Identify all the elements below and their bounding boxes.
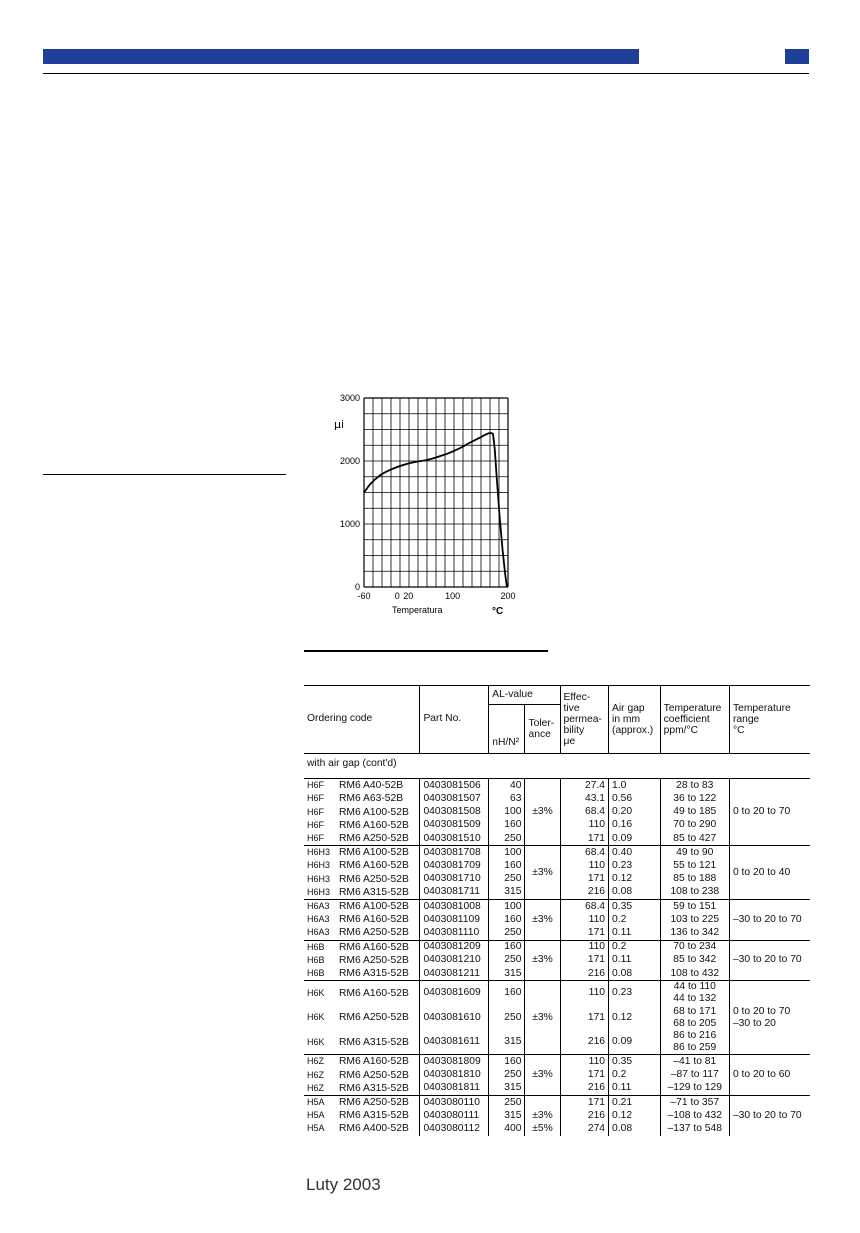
header-permeability: Effec- tive permea- bility μe bbox=[560, 686, 609, 754]
effective-permeability: 110 bbox=[560, 981, 609, 1006]
table-row bbox=[304, 779, 810, 793]
al-value: 250 bbox=[489, 1006, 525, 1030]
ordering-code-cell bbox=[304, 1006, 420, 1030]
temperature-coefficient: 136 to 342 bbox=[660, 926, 729, 940]
al-value: 250 bbox=[489, 926, 525, 940]
core-type: RM6 A315-52B bbox=[339, 1110, 409, 1122]
core-type: RM6 A160-52B bbox=[339, 914, 409, 926]
air-gap: 0.20 bbox=[609, 806, 661, 819]
part-number: 0403081711 bbox=[420, 886, 489, 900]
table-row bbox=[304, 1096, 810, 1110]
material-code: H6A3 bbox=[307, 927, 330, 938]
effective-permeability: 68.4 bbox=[560, 806, 609, 819]
tolerance: ±3% bbox=[525, 900, 560, 941]
effective-permeability: 216 bbox=[560, 1082, 609, 1096]
ordering-code-cell bbox=[304, 819, 420, 832]
material-code: H6K bbox=[307, 987, 325, 998]
ordering-code-cell bbox=[304, 1122, 420, 1135]
core-type: RM6 A250-52B bbox=[339, 1069, 409, 1081]
ordering-code-cell bbox=[304, 900, 420, 914]
part-number: 0403081809 bbox=[420, 1055, 489, 1069]
material-code: H5A bbox=[307, 1097, 325, 1108]
temperature-coefficient: 85 to 427 bbox=[660, 832, 729, 846]
table-row bbox=[304, 900, 810, 914]
core-type: RM6 A250-52B bbox=[339, 927, 409, 939]
core-type: RM6 A160-52B bbox=[339, 860, 409, 872]
al-value: 160 bbox=[489, 1055, 525, 1069]
air-gap: 0.56 bbox=[609, 792, 661, 805]
temperature-range: –30 to 20 to 70 bbox=[729, 1096, 810, 1136]
part-number: 0403081211 bbox=[420, 967, 489, 981]
x-tick-label: 200 bbox=[500, 591, 516, 601]
ordering-code-cell bbox=[304, 967, 420, 981]
tolerance: ±3% bbox=[525, 981, 560, 1055]
part-number: 0403081508 bbox=[420, 806, 489, 819]
ordering-code-cell bbox=[304, 1055, 420, 1069]
ordering-code-cell bbox=[304, 1109, 420, 1122]
temperature-coefficient: 85 to 342 bbox=[660, 954, 729, 967]
tolerance: ±3% bbox=[525, 1055, 560, 1096]
al-value: 40 bbox=[489, 779, 525, 793]
core-type: RM6 A315-52B bbox=[339, 1036, 409, 1048]
temperature-coefficient: 36 to 122 bbox=[660, 792, 729, 805]
header-page-marker bbox=[785, 49, 809, 64]
material-code: H6H3 bbox=[307, 847, 331, 858]
effective-permeability: 171 bbox=[560, 1069, 609, 1082]
temperature-coefficient: –71 to 357 bbox=[660, 1096, 729, 1110]
temperature-coefficient: 85 to 188 bbox=[660, 873, 729, 886]
temperature-coefficient: –41 to 81 bbox=[660, 1055, 729, 1069]
left-column-rule bbox=[43, 474, 286, 475]
temperature-coefficient: 55 to 121 bbox=[660, 859, 729, 872]
core-type: RM6 A160-52B bbox=[339, 1056, 409, 1068]
ordering-code-cell bbox=[304, 859, 420, 872]
air-gap: 0.23 bbox=[609, 981, 661, 1006]
ordering-code-cell bbox=[304, 846, 420, 860]
air-gap: 0.23 bbox=[609, 859, 661, 872]
temperature-coefficient: 28 to 83 bbox=[660, 779, 729, 793]
x-tick-label: 100 bbox=[445, 591, 461, 601]
part-number: 0403080111 bbox=[420, 1109, 489, 1122]
ordering-table bbox=[304, 685, 810, 1136]
al-value: 160 bbox=[489, 981, 525, 1006]
ordering-code-cell bbox=[304, 1069, 420, 1082]
material-code: H6F bbox=[307, 833, 325, 844]
tolerance: ±3% bbox=[525, 779, 560, 846]
table-title-rule bbox=[304, 650, 548, 652]
material-code: H6H3 bbox=[307, 886, 331, 897]
header-nh: nH/N² bbox=[489, 705, 525, 754]
effective-permeability: 171 bbox=[560, 832, 609, 846]
core-type: RM6 A315-52B bbox=[339, 968, 409, 980]
effective-permeability: 43.1 bbox=[560, 792, 609, 805]
effective-permeability: 110 bbox=[560, 819, 609, 832]
part-number: 0403081609 bbox=[420, 981, 489, 1006]
temperature-range: 0 to 20 to 60 bbox=[729, 1055, 810, 1096]
air-gap: 0.08 bbox=[609, 886, 661, 900]
effective-permeability: 274 bbox=[560, 1122, 609, 1135]
part-number: 0403081209 bbox=[420, 940, 489, 954]
core-type: RM6 A250-52B bbox=[339, 833, 409, 845]
x-axis-label: Temperatura bbox=[392, 605, 443, 615]
effective-permeability: 171 bbox=[560, 954, 609, 967]
temperature-coefficient: 108 to 238 bbox=[660, 886, 729, 900]
ordering-code-cell bbox=[304, 926, 420, 940]
temperature-coefficient: –87 to 117 bbox=[660, 1069, 729, 1082]
table-row bbox=[304, 1055, 810, 1069]
core-type: RM6 A160-52B bbox=[339, 941, 409, 953]
core-type: RM6 A160-52B bbox=[339, 819, 409, 831]
al-value: 315 bbox=[489, 886, 525, 900]
effective-permeability: 110 bbox=[560, 859, 609, 872]
header-temp-coefficient: Temperature coefficient ppm/°C bbox=[660, 686, 729, 754]
temperature-coefficient: –129 to 129 bbox=[660, 1082, 729, 1096]
part-number: 0403081611 bbox=[420, 1030, 489, 1055]
al-value: 160 bbox=[489, 913, 525, 926]
temperature-coefficient: 44 to 110 44 to 132 bbox=[660, 981, 729, 1006]
effective-permeability: 171 bbox=[560, 926, 609, 940]
part-number: 0403081510 bbox=[420, 832, 489, 846]
header-rule bbox=[43, 73, 809, 74]
permeability-curve bbox=[364, 433, 507, 587]
effective-permeability: 171 bbox=[560, 1006, 609, 1030]
tolerance bbox=[525, 1096, 560, 1110]
footer-date: Luty 2003 bbox=[306, 1175, 381, 1194]
temperature-coefficient: –108 to 432 bbox=[660, 1109, 729, 1122]
material-code: H6K bbox=[307, 1036, 325, 1047]
effective-permeability: 110 bbox=[560, 913, 609, 926]
material-code: H5A bbox=[307, 1110, 325, 1121]
effective-permeability: 171 bbox=[560, 1096, 609, 1110]
permeability-chart-svg bbox=[330, 390, 530, 620]
al-value: 63 bbox=[489, 792, 525, 805]
core-type: RM6 A315-52B bbox=[339, 1082, 409, 1094]
air-gap: 0.21 bbox=[609, 1096, 661, 1110]
y-tick-label: 0 bbox=[354, 582, 360, 592]
part-number: 0403081507 bbox=[420, 792, 489, 805]
temperature-range: 0 to 20 to 70 bbox=[729, 779, 810, 846]
air-gap: 0.08 bbox=[609, 1122, 661, 1135]
ordering-code-cell bbox=[304, 806, 420, 819]
x-axis-unit: °C bbox=[492, 606, 504, 617]
al-value: 100 bbox=[489, 846, 525, 860]
al-value: 100 bbox=[489, 900, 525, 914]
material-code: H5A bbox=[307, 1123, 325, 1134]
core-type: RM6 A250-52B bbox=[339, 1097, 409, 1109]
header-ordering-code: Ordering code bbox=[304, 686, 420, 754]
effective-permeability: 27.4 bbox=[560, 779, 609, 793]
temperature-coefficient: 70 to 290 bbox=[660, 819, 729, 832]
al-value: 250 bbox=[489, 954, 525, 967]
air-gap: 0.09 bbox=[609, 1030, 661, 1055]
air-gap: 0.12 bbox=[609, 873, 661, 886]
air-gap: 0.12 bbox=[609, 1006, 661, 1030]
effective-permeability: 216 bbox=[560, 1030, 609, 1055]
material-code: H6A3 bbox=[307, 914, 330, 925]
x-tick-label: -60 bbox=[357, 591, 371, 601]
material-code: H6H3 bbox=[307, 873, 331, 884]
material-code: H6Z bbox=[307, 1082, 325, 1093]
ordering-code-cell bbox=[304, 779, 420, 793]
temperature-range: –30 to 20 to 70 bbox=[729, 900, 810, 941]
material-code: H6F bbox=[307, 806, 325, 817]
header-al-value: AL-value bbox=[489, 686, 560, 705]
ordering-code-cell bbox=[304, 954, 420, 967]
air-gap: 0.35 bbox=[609, 1055, 661, 1069]
material-code: H6F bbox=[307, 793, 325, 804]
part-number: 0403080110 bbox=[420, 1096, 489, 1110]
ordering-code-cell bbox=[304, 913, 420, 926]
table-body bbox=[304, 754, 810, 1136]
air-gap: 0.2 bbox=[609, 1069, 661, 1082]
core-type: RM6 A250-52B bbox=[339, 954, 409, 966]
material-code: H6Z bbox=[307, 1069, 325, 1080]
temperature-coefficient: 70 to 234 bbox=[660, 940, 729, 954]
temperature-coefficient: 49 to 185 bbox=[660, 806, 729, 819]
permeability-chart bbox=[330, 390, 530, 620]
material-code: H6B bbox=[307, 954, 325, 965]
header-temp-range: Temperature range °C bbox=[729, 686, 810, 754]
part-number: 0403081008 bbox=[420, 900, 489, 914]
air-gap: 0.16 bbox=[609, 819, 661, 832]
part-number: 0403080112 bbox=[420, 1122, 489, 1135]
core-type: RM6 A63-52B bbox=[339, 793, 404, 805]
tolerance: ±3% bbox=[525, 846, 560, 900]
temperature-range: 0 to 20 to 40 bbox=[729, 846, 810, 900]
core-type: RM6 A250-52B bbox=[339, 1012, 409, 1024]
al-value: 250 bbox=[489, 1069, 525, 1082]
section-label: with air gap (cont'd) bbox=[307, 758, 397, 769]
air-gap: 0.2 bbox=[609, 913, 661, 926]
ordering-code-cell bbox=[304, 873, 420, 886]
temperature-coefficient: 59 to 151 bbox=[660, 900, 729, 914]
material-code: H6B bbox=[307, 941, 325, 952]
al-value: 315 bbox=[489, 1109, 525, 1122]
table-row bbox=[304, 940, 810, 954]
part-number: 0403081709 bbox=[420, 859, 489, 872]
y-axis-label: μi bbox=[334, 418, 345, 431]
air-gap: 0.11 bbox=[609, 926, 661, 940]
ordering-code-cell bbox=[304, 981, 420, 1006]
air-gap: 1.0 bbox=[609, 779, 661, 793]
y-tick-label: 3000 bbox=[339, 393, 360, 403]
core-type: RM6 A100-52B bbox=[339, 901, 409, 913]
header-tolerance: Toler- ance bbox=[525, 705, 560, 754]
tolerance: ±3% bbox=[525, 1109, 560, 1122]
part-number: 0403081506 bbox=[420, 779, 489, 793]
temperature-coefficient: 108 to 432 bbox=[660, 967, 729, 981]
al-value: 315 bbox=[489, 967, 525, 981]
part-number: 0403081811 bbox=[420, 1082, 489, 1096]
material-code: H6H3 bbox=[307, 860, 331, 871]
core-type: RM6 A160-52B bbox=[339, 987, 409, 999]
ordering-code-cell bbox=[304, 1082, 420, 1096]
effective-permeability: 216 bbox=[560, 967, 609, 981]
part-number: 0403081109 bbox=[420, 913, 489, 926]
ordering-code-cell bbox=[304, 1030, 420, 1055]
tolerance: ±3% bbox=[525, 940, 560, 981]
al-value: 160 bbox=[489, 940, 525, 954]
effective-permeability: 110 bbox=[560, 1055, 609, 1069]
core-type: RM6 A315-52B bbox=[339, 886, 409, 898]
temperature-range: –30 to 20 to 70 bbox=[729, 940, 810, 981]
core-type: RM6 A100-52B bbox=[339, 806, 409, 818]
section-row bbox=[304, 754, 810, 779]
ordering-code-cell bbox=[304, 886, 420, 900]
part-number: 0403081210 bbox=[420, 954, 489, 967]
effective-permeability: 216 bbox=[560, 1109, 609, 1122]
part-number: 0403081708 bbox=[420, 846, 489, 860]
ordering-code-cell bbox=[304, 1096, 420, 1110]
temperature-coefficient: 86 to 216 86 to 259 bbox=[660, 1030, 729, 1055]
tolerance: ±5% bbox=[525, 1122, 560, 1135]
temperature-coefficient: 68 to 171 68 to 205 bbox=[660, 1006, 729, 1030]
al-value: 250 bbox=[489, 1096, 525, 1110]
air-gap: 0.35 bbox=[609, 900, 661, 914]
air-gap: 0.2 bbox=[609, 940, 661, 954]
header-air-gap: Air gap in mm (approx.) bbox=[609, 686, 661, 754]
effective-permeability: 68.4 bbox=[560, 846, 609, 860]
ordering-code-cell bbox=[304, 792, 420, 805]
air-gap: 0.11 bbox=[609, 1082, 661, 1096]
al-value: 400 bbox=[489, 1122, 525, 1135]
ordering-code-cell bbox=[304, 940, 420, 954]
header-part-no: Part No. bbox=[420, 686, 489, 754]
x-tick-label: 0 bbox=[394, 591, 400, 601]
effective-permeability: 216 bbox=[560, 886, 609, 900]
ordering-code-cell bbox=[304, 832, 420, 846]
air-gap: 0.11 bbox=[609, 954, 661, 967]
table-row bbox=[304, 981, 810, 1006]
material-code: H6K bbox=[307, 1012, 325, 1023]
temperature-coefficient: 49 to 90 bbox=[660, 846, 729, 860]
table-header-row-1 bbox=[304, 686, 810, 705]
core-type: RM6 A400-52B bbox=[339, 1123, 409, 1135]
table-row bbox=[304, 846, 810, 860]
al-value: 250 bbox=[489, 832, 525, 846]
effective-permeability: 68.4 bbox=[560, 900, 609, 914]
air-gap: 0.08 bbox=[609, 967, 661, 981]
al-value: 160 bbox=[489, 859, 525, 872]
air-gap: 0.12 bbox=[609, 1109, 661, 1122]
part-number: 0403081810 bbox=[420, 1069, 489, 1082]
material-code: H6B bbox=[307, 968, 325, 979]
temperature-range: 0 to 20 to 70 –30 to 20 bbox=[729, 981, 810, 1055]
temperature-coefficient: 103 to 225 bbox=[660, 913, 729, 926]
al-value: 160 bbox=[489, 819, 525, 832]
temperature-coefficient: –137 to 548 bbox=[660, 1122, 729, 1135]
material-code: H6Z bbox=[307, 1056, 325, 1067]
al-value: 250 bbox=[489, 873, 525, 886]
part-number: 0403081509 bbox=[420, 819, 489, 832]
y-tick-label: 2000 bbox=[339, 456, 360, 466]
core-type: RM6 A250-52B bbox=[339, 873, 409, 885]
part-number: 0403081710 bbox=[420, 873, 489, 886]
core-type: RM6 A40-52B bbox=[339, 780, 404, 792]
x-tick-label: 20 bbox=[403, 591, 414, 601]
material-code: H6F bbox=[307, 819, 325, 830]
al-value: 100 bbox=[489, 806, 525, 819]
core-type: RM6 A100-52B bbox=[339, 847, 409, 859]
effective-permeability: 171 bbox=[560, 873, 609, 886]
material-code: H6F bbox=[307, 780, 325, 791]
part-number: 0403081110 bbox=[420, 926, 489, 940]
header-bar bbox=[43, 49, 639, 64]
y-tick-label: 1000 bbox=[339, 519, 360, 529]
effective-permeability: 110 bbox=[560, 940, 609, 954]
material-code: H6A3 bbox=[307, 901, 330, 912]
part-number: 0403081610 bbox=[420, 1006, 489, 1030]
air-gap: 0.40 bbox=[609, 846, 661, 860]
al-value: 315 bbox=[489, 1030, 525, 1055]
al-value: 315 bbox=[489, 1082, 525, 1096]
air-gap: 0.09 bbox=[609, 832, 661, 846]
